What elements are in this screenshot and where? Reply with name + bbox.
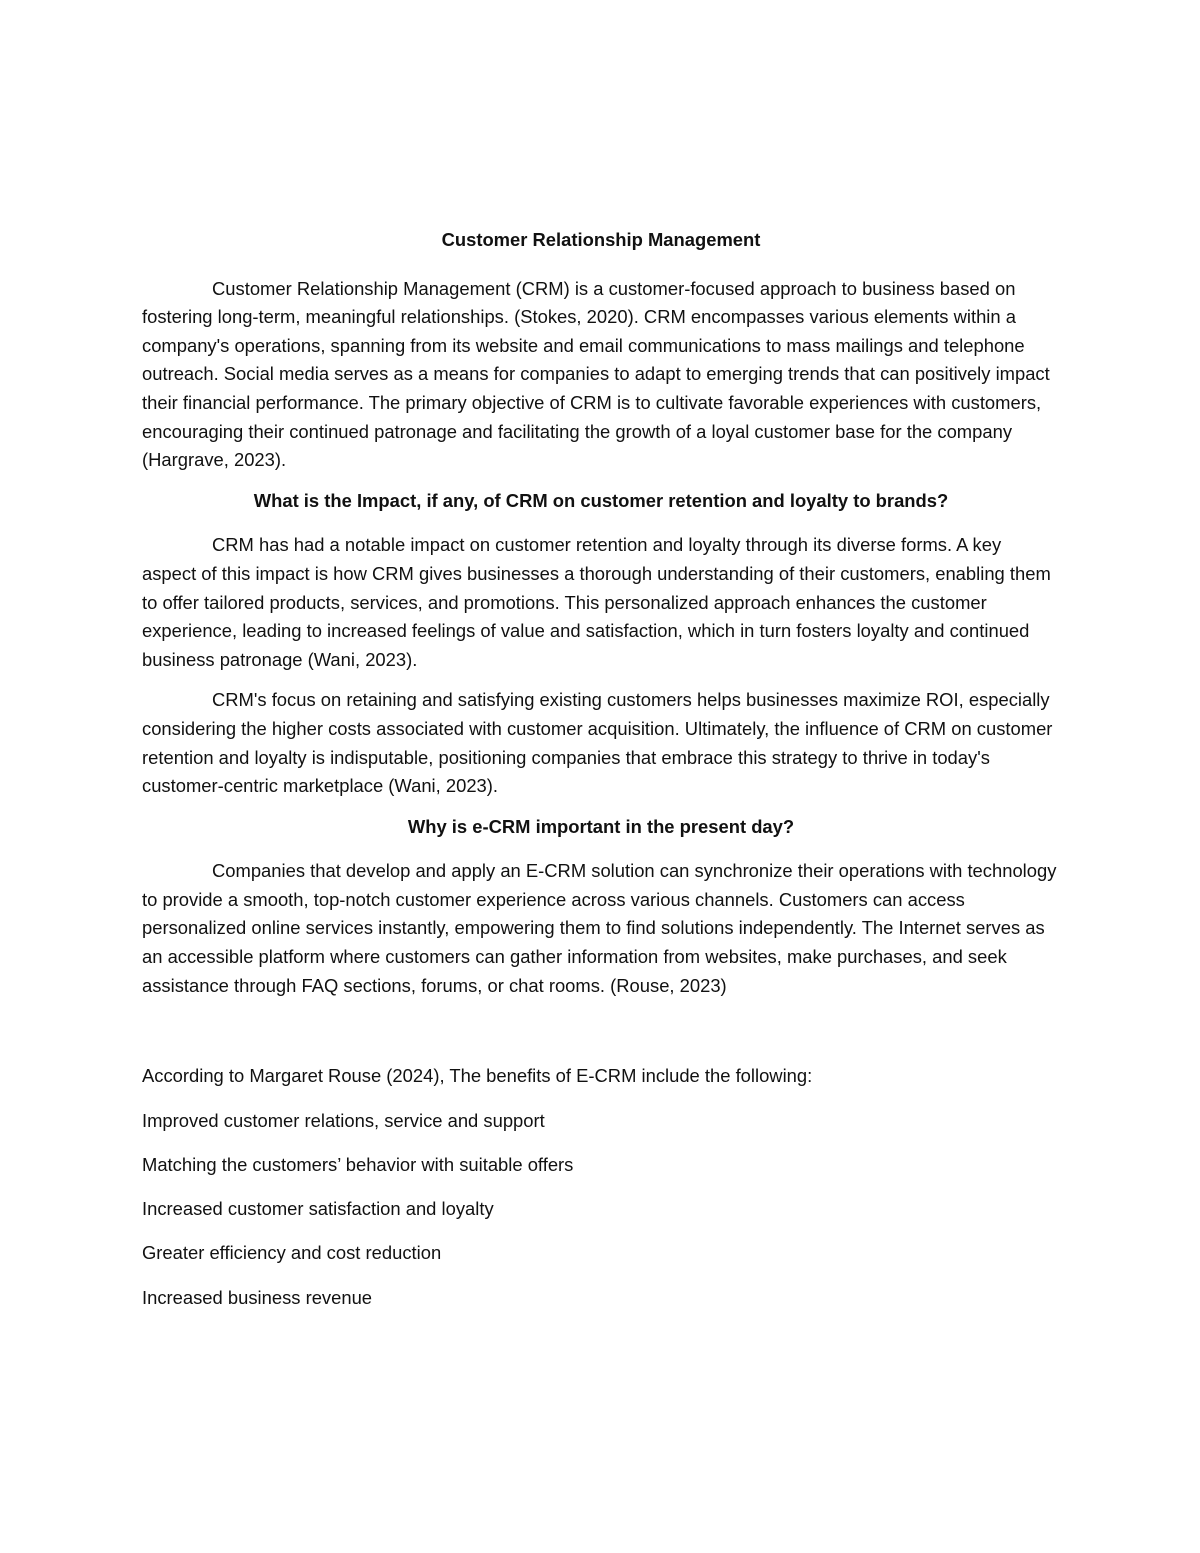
impact-paragraph-2: CRM's focus on retaining and satisfying existing customers helps businesses maximize ROI, especially considering the higher costs associated with customer acquisition. Ultimately, the influence of CRM on customer retention and loyalty is indisputable, positioning companies that embrace this strategy to thrive in today's customer-centric marketplace (Wani, 2023). <box>142 689 1053 797</box>
benefit-item: Matching the customers’ behavior with suitable offers <box>142 1154 574 1176</box>
benefit-item: Improved customer relations, service and support <box>142 1109 545 1131</box>
document-title: Customer Relationship Management <box>441 229 761 250</box>
intro-paragraph: Customer Relationship Management (CRM) is a customer-focused approach to business based on fostering long-term, meaningful relationships. (Stokes, 2020). CRM encompasses various elements within a company's operations, spanning from its website and email communications to mass mailings and telephone outreach. Social media serves as a means for companies to adapt to emerging trends that can positively impact their financial performance. The primary objective of CRM is to cultivate favorable experiences with customers, encouraging their continued patronage and facilitating the growth of a loyal customer base for the company (Hargrave, 2023). <box>142 277 1050 471</box>
impact-paragraph-1: CRM has had a notable impact on customer retention and loyalty through its diverse forms. A key aspect of this impact is how CRM gives businesses a thorough understanding of their customers, enabling them to offer tailored products, services, and promotions. This personalized approach enhances the customer experience, leading to increased feelings of value and satisfaction, which in turn fosters loyalty and continued business patronage (Wani, 2023). <box>142 534 1051 670</box>
benefit-item: Greater efficiency and cost reduction <box>142 1242 442 1264</box>
ecrm-paragraph: Companies that develop and apply an E-CRM solution can synchronize their operations with technology to provide a smooth, top-notch customer experience across various channels. Customers can access personalized online services instantly, empowering them to find solutions independently. The Internet serves as an accessible platform where customers can gather information from websites, make purchases, and seek assistance through FAQ sections, forums, or chat rooms. (Rouse, 2023) <box>142 860 1057 996</box>
section-heading-ecrm: Why is e-CRM important in the present day? <box>407 815 795 837</box>
section-heading-impact: What is the Impact, if any, of CRM on customer retention and loyalty to brands? <box>253 489 949 511</box>
document-body <box>142 226 1060 1328</box>
benefit-item: Increased business revenue <box>142 1286 373 1308</box>
blank-line <box>142 1004 1060 1062</box>
benefit-item: Increased customer satisfaction and loyalty <box>142 1198 494 1220</box>
benefits-intro: According to Margaret Rouse (2024), The benefits of E-CRM include the following: <box>142 1065 813 1087</box>
